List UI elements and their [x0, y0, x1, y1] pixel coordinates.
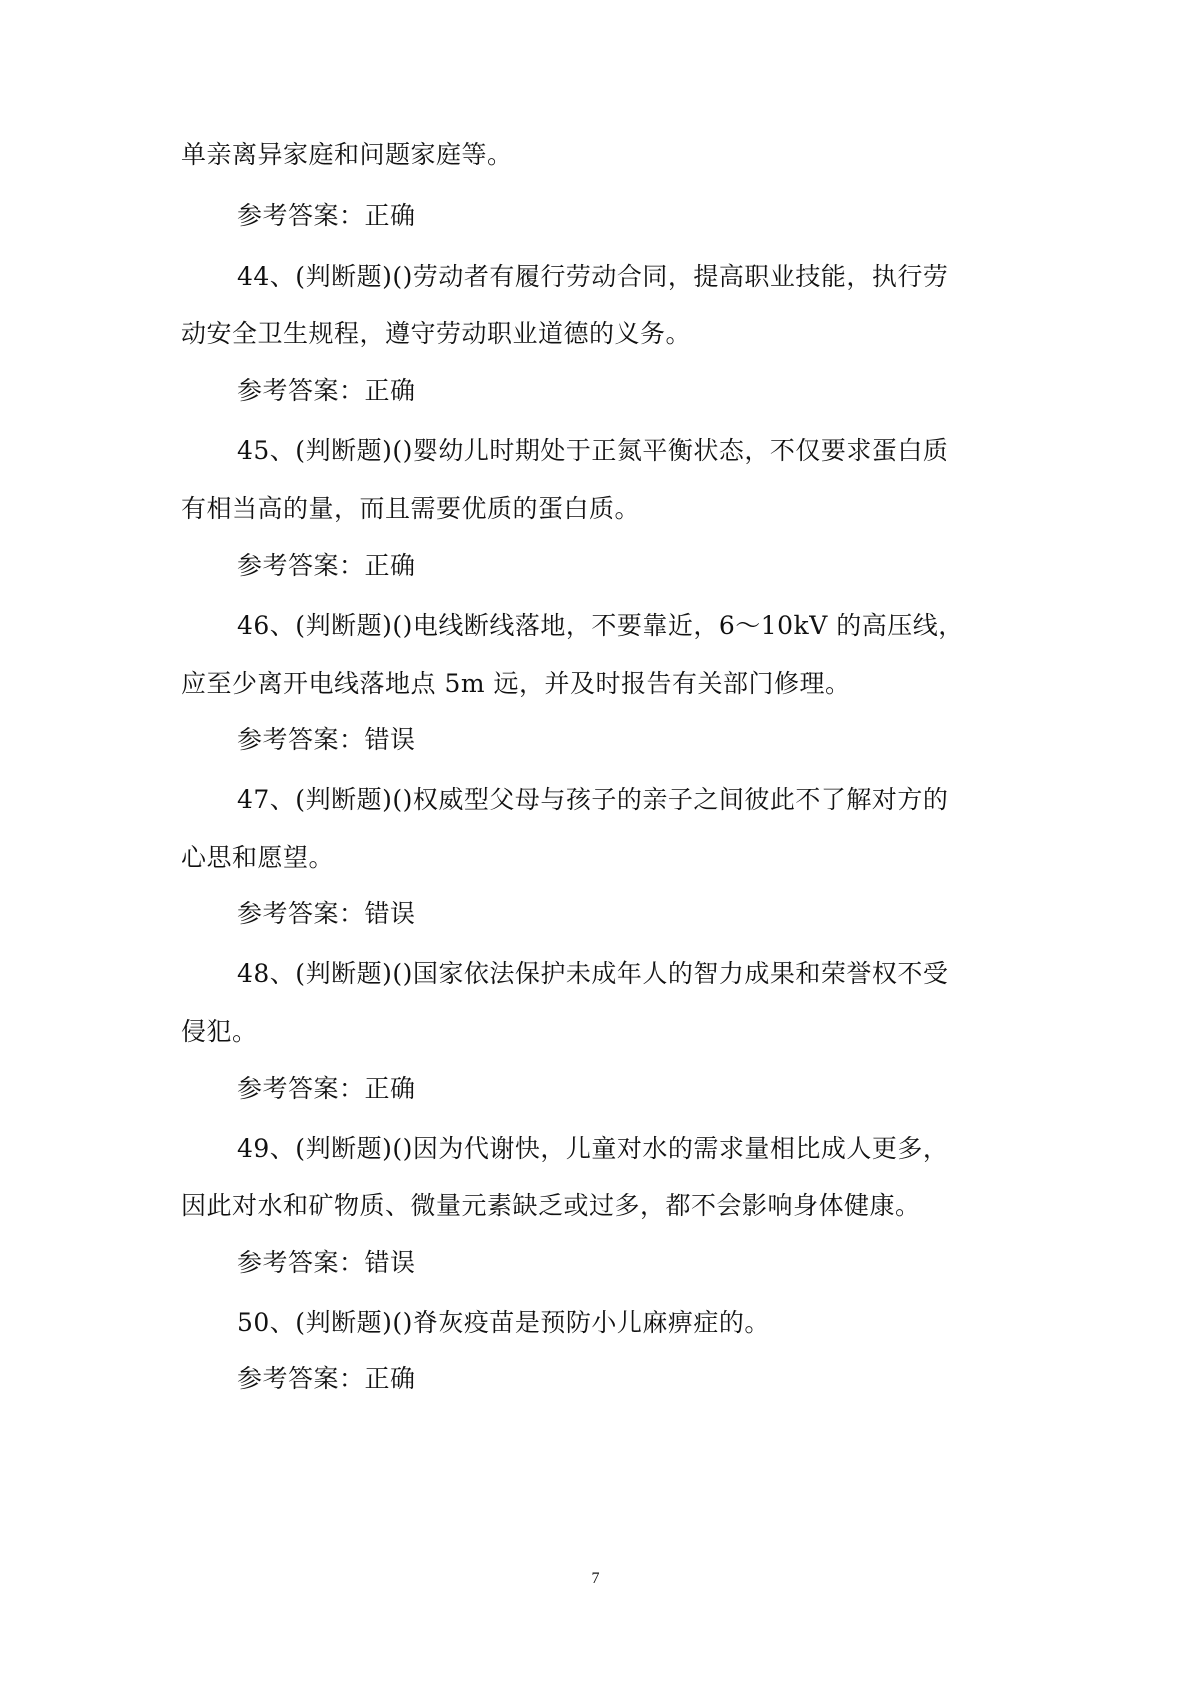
- answer-48: 参考答案：正确: [237, 1074, 416, 1103]
- answer-45: 参考答案：正确: [237, 551, 416, 580]
- page-number: 7: [591, 1570, 600, 1587]
- question-48-line-1: 48、(判断题)()国家依法保护未成年人的智力成果和荣誉权不受: [237, 959, 949, 988]
- answer-46: 参考答案：错误: [237, 725, 416, 754]
- question-50-line-1: 50、(判断题)()脊灰疫苗是预防小儿麻痹症的。: [237, 1308, 770, 1337]
- question-46-line-2: 应至少离开电线落地点 5m 远，并及时报告有关部门修理。: [181, 669, 851, 698]
- question-46-line-1: 46、(判断题)()电线断线落地，不要靠近，6～10kV 的高压线，: [237, 611, 964, 640]
- answer-47: 参考答案：错误: [237, 899, 416, 928]
- question-48-line-2: 侵犯。: [181, 1017, 258, 1046]
- question-47-line-1: 47、(判断题)()权威型父母与孩子的亲子之间彼此不了解对方的: [237, 785, 949, 814]
- question-45-line-1: 45、(判断题)()婴幼儿时期处于正氮平衡状态，不仅要求蛋白质: [237, 436, 949, 465]
- question-44-line-1: 44、(判断题)()劳动者有履行劳动合同，提高职业技能，执行劳: [237, 262, 949, 291]
- answer-line: 参考答案：正确: [237, 201, 416, 230]
- question-47-line-2: 心思和愿望。: [181, 843, 335, 872]
- question-44-line-2: 动安全卫生规程，遵守劳动职业道德的义务。: [181, 319, 692, 348]
- continuation-line: 单亲离异家庭和问题家庭等。: [181, 140, 513, 169]
- answer-50: 参考答案：正确: [237, 1364, 416, 1393]
- question-49-line-1: 49、(判断题)()因为代谢快，儿童对水的需求量相比成人更多，: [237, 1134, 949, 1163]
- question-45-line-2: 有相当高的量，而且需要优质的蛋白质。: [181, 494, 641, 523]
- answer-44: 参考答案：正确: [237, 376, 416, 405]
- question-49-line-2: 因此对水和矿物质、微量元素缺乏或过多，都不会影响身体健康。: [181, 1191, 921, 1220]
- answer-49: 参考答案：错误: [237, 1248, 416, 1277]
